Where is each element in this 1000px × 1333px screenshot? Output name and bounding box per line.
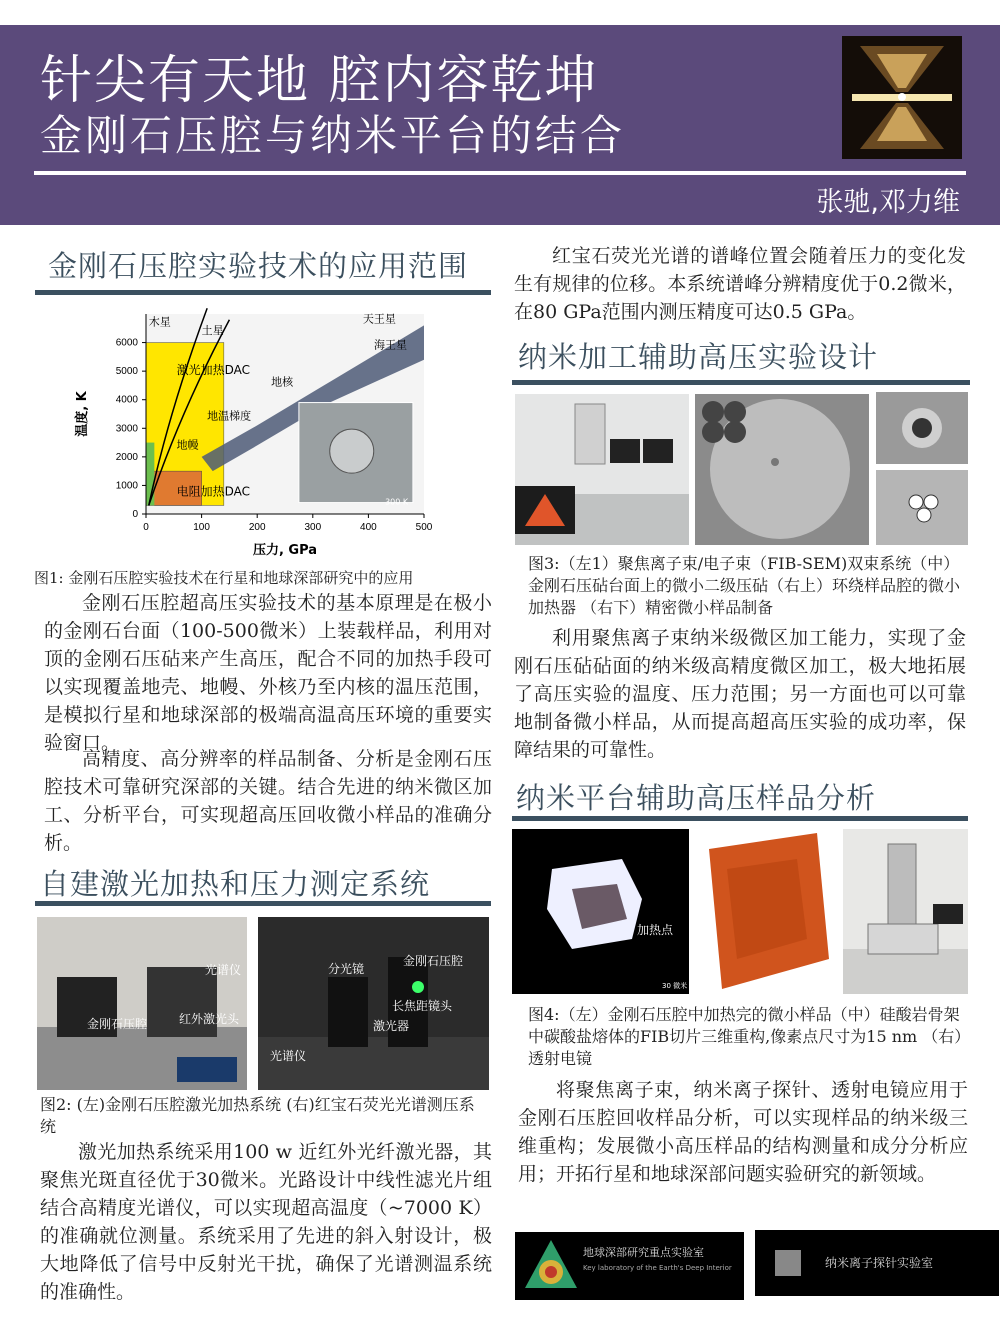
laser-heating-photo	[37, 917, 247, 1090]
secondary-anvil-sem	[695, 394, 869, 545]
y-tick-label: 6000	[115, 337, 138, 349]
logo-left-cn: 地球深部研究重点实验室	[583, 1246, 704, 1259]
heading-underline	[35, 901, 491, 906]
fig4-scale-label: 30 微米	[662, 982, 688, 990]
fig4-caption: 图4:（左）金刚石压腔中加热完的微小样品（中）硅酸岩骨架中碳酸盐熔体的FIB切片三维重构,像素点尺寸为15 nm （右）透射电镜	[528, 1005, 963, 1068]
deep-interior-lab-logo	[515, 1232, 744, 1300]
region-label-resistive: 电阻加热DAC	[176, 484, 251, 499]
y-axis-label: 温度, K	[75, 391, 90, 437]
annotation-5: 地温梯度	[207, 409, 252, 423]
annotation-4: 地核	[271, 375, 294, 389]
annotation-3: 海王星	[373, 338, 407, 352]
heated-sample-photo	[512, 829, 689, 994]
heading-underline	[512, 380, 970, 385]
x-tick-label: 0	[143, 522, 149, 533]
y-tick-label: 4000	[115, 394, 138, 406]
annotation-0: 木星	[148, 315, 171, 329]
heading-underline	[35, 290, 491, 295]
x-axis-label: 压力, GPa	[252, 543, 318, 558]
nanosims-lab-logo	[755, 1230, 999, 1296]
annotation-1: 土星	[201, 324, 224, 337]
annotation-7: 300 K	[385, 497, 409, 507]
fig2-label-long-lens: 长焦距镜头	[392, 999, 453, 1013]
title-divider	[34, 171, 966, 175]
fig3-caption: 图3:（左1）聚焦离子束/电子束（FIB-SEM)双束系统（中）金刚石压砧台面上的微小二级压砧（右上）环绕样品腔的微小加热器 （右下）精密微小样品制备	[528, 554, 961, 617]
annotation-6: 地幔	[176, 438, 199, 452]
s4-paragraph: 将聚焦离子束，纳米离子探针、透射电镜应用于金刚石压腔回收样品分析，可以实现样品的纳米级三维重构；发展微小高压样品的结构测量和成分分析应用；开拓行星和地球深部问题实验研究的新领域。	[518, 1079, 968, 1185]
x-tick-label: 200	[248, 522, 266, 533]
y-tick-label: 5000	[115, 366, 138, 378]
region-label-laser: 激光加热DAC	[176, 363, 251, 377]
micro-heater-sem	[876, 392, 968, 464]
y-tick-label: 0	[132, 509, 138, 520]
ruby-fluorescence-photo	[258, 917, 489, 1090]
logo-left-en: Key laboratory of the Earth's Deep Interior	[583, 1264, 732, 1272]
s3-paragraph: 利用聚焦离子束纳米级微区加工能力，实现了金刚石压砧砧面的纳米级高精度微区加工，极大地拓展了高压实验的温度、压力范围；另一方面也可以可靠地制备微小样品，从而提高超高压实验的成功率，保障结果的可靠性。	[514, 627, 966, 761]
section-heading-dac-range: 金刚石压腔实验技术的应用范围	[48, 249, 469, 283]
fig2-label-beamsplitter: 分光镜	[328, 962, 365, 976]
fig2-label-dac-right: 金刚石压腔	[403, 954, 464, 968]
x-tick-label: 100	[193, 522, 210, 533]
fig2-label-spectrometer: 光谱仪	[205, 963, 242, 977]
nanosims-thumbnail-icon	[775, 1250, 801, 1276]
y-tick-label: 1000	[115, 480, 138, 492]
authors: 张驰,邓力维	[816, 187, 960, 218]
s1-paragraph-2: 高精度、高分辨率的样品制备、分析是金刚石压腔技术可靠研究深部的关键。结合先进的纳米微区加工、分析平台，可实现超高压回收微小样品的准确分析。	[44, 748, 492, 854]
heading-underline	[512, 816, 968, 821]
section-heading-nano-fabrication: 纳米加工辅助高压实验设计	[518, 340, 879, 374]
logo-right-cn: 纳米离子探针实验室	[825, 1256, 934, 1270]
section-heading-nano-analysis: 纳米平台辅助高压样品分析	[516, 781, 877, 815]
earth-logo-icon	[521, 1236, 581, 1296]
dac-photo-body	[330, 429, 374, 473]
annotation-2: 天王星	[362, 312, 396, 326]
fib-sem-photo	[515, 394, 689, 545]
x-tick-label: 400	[360, 522, 377, 533]
fig2-label-ir-laser: 红外激光头	[179, 1012, 240, 1026]
fig2-label-dac: 金刚石压腔	[87, 1017, 148, 1031]
s2-paragraph: 激光加热系统采用100 w 近红外光纤激光器，其聚焦光斑直径优于30微米。光路设计中线性滤光片组结合高精度光谱仪，可以实现超高温度（~7000 K）的准确就位测量。系统采用了先进的斜入射设计，极大地降低了信号中反射光干扰，确保了光谱测温系统的准确性。	[40, 1141, 492, 1303]
fig2-caption: 图2: (左)金刚石压腔激光加热系统 (右)红宝石荧光光谱测压系统	[40, 1095, 475, 1136]
poster-title: 针尖有天地 腔内容乾坤	[40, 51, 599, 111]
y-tick-label: 2000	[115, 451, 138, 463]
x-tick-label: 300	[304, 522, 322, 533]
fig4-heating-point-label: 加热点	[637, 923, 674, 937]
fig2-label-laser: 激光器	[373, 1019, 410, 1033]
tem-photo	[843, 829, 968, 994]
fig2-label-spectrometer-right: 光谱仪	[270, 1049, 307, 1063]
ruby-paragraph: 红宝石荧光光谱的谱峰位置会随着压力的变化发生有规律的位移。本系统谱峰分辨精度优于0.2微米，在80 GPa范围内测压精度可达0.5 GPa。	[514, 245, 966, 323]
y-tick-label: 3000	[115, 423, 138, 435]
x-tick-label: 500	[415, 522, 433, 533]
diamond-anvil-photo	[842, 36, 962, 159]
s1-paragraph-1: 金刚石压腔超高压实验技术的基本原理是在极小的金刚石台面（100-500微米）上装载样品，利用对顶的金刚石压砧来产生高压，配合不同的加热手段可以实现覆盖地壳、地幔、外核乃至内核的温压范围，是模拟行星和地球深部的极端高温高压环境的重要实验窗口。	[44, 592, 492, 754]
sample-prep-sem	[876, 470, 968, 545]
poster-subtitle: 金刚石压腔与纳米平台的结合	[40, 111, 626, 160]
fig1-caption: 图1: 金刚石压腔实验技术在行星和地球深部研究中的应用	[34, 569, 414, 587]
fib-3d-reconstruction	[697, 829, 835, 994]
pt-chart	[62, 296, 510, 564]
section-heading-laser-system: 自建激光加热和压力测定系统	[40, 867, 431, 901]
